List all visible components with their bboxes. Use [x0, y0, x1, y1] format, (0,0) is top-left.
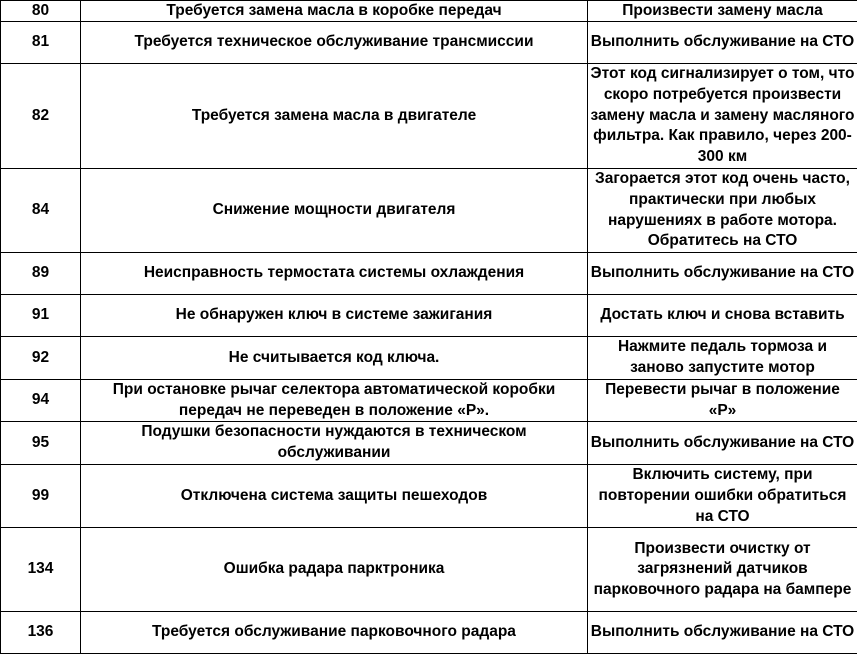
error-code: 94	[1, 379, 81, 422]
error-description: Требуется техническое обслуживание трансмиссии	[81, 22, 588, 64]
table-row	[1, 337, 857, 380]
error-code: 82	[1, 64, 81, 169]
table-row	[1, 1, 857, 22]
error-description: Отключена система защиты пешеходов	[81, 464, 588, 527]
table-row	[1, 295, 857, 337]
error-code: 80	[1, 1, 81, 22]
table-row	[1, 422, 857, 465]
error-description: Требуется замена масла в двигателе	[81, 64, 588, 169]
table-row	[1, 64, 857, 169]
error-description: Подушки безопасности нуждаются в техническом обслуживании	[81, 422, 588, 465]
recommended-action: Выполнить обслуживание на СТО	[588, 422, 857, 465]
error-description: При остановке рычаг селектора автоматической коробки передач не переведен в положение «Р».	[81, 379, 588, 422]
table-row	[1, 528, 857, 612]
table-row	[1, 464, 857, 527]
table-row	[1, 253, 857, 295]
error-code: 81	[1, 22, 81, 64]
recommended-action: Выполнить обслуживание на СТО	[588, 612, 857, 654]
error-description: Неисправность термостата системы охлаждения	[81, 253, 588, 295]
recommended-action: Загорается этот код очень часто, практически при любых нарушениях в работе мотора. Обратитесь на СТО	[588, 169, 857, 253]
error-code: 91	[1, 295, 81, 337]
error-description: Требуется замена масла в коробке передач	[81, 1, 588, 22]
recommended-action: Нажмите педаль тормоза и заново запустите мотор	[588, 337, 857, 380]
table-row	[1, 22, 857, 64]
recommended-action: Произвести очистку от загрязнений датчиков парковочного радара на бампере	[588, 528, 857, 612]
recommended-action: Этот код сигнализирует о том, что скоро потребуется произвести замену масла и замену масляного фильтра. Как правило, через 200-300 км	[588, 64, 857, 169]
error-description: Не обнаружен ключ в системе зажигания	[81, 295, 588, 337]
error-description: Снижение мощности двигателя	[81, 169, 588, 253]
recommended-action: Достать ключ и снова вставить	[588, 295, 857, 337]
table-row	[1, 169, 857, 253]
error-code: 89	[1, 253, 81, 295]
recommended-action: Выполнить обслуживание на СТО	[588, 253, 857, 295]
recommended-action: Включить систему, при повторении ошибки обратиться на СТО	[588, 464, 857, 527]
recommended-action: Перевести рычаг в положение «Р»	[588, 379, 857, 422]
recommended-action: Произвести замену масла	[588, 1, 857, 22]
table-row	[1, 379, 857, 422]
error-code: 136	[1, 612, 81, 654]
error-code: 95	[1, 422, 81, 465]
error-description: Не считывается код ключа.	[81, 337, 588, 380]
error-code: 92	[1, 337, 81, 380]
error-description: Ошибка радара парктроника	[81, 528, 588, 612]
table-row	[1, 612, 857, 654]
error-description: Требуется обслуживание парковочного радара	[81, 612, 588, 654]
error-code: 84	[1, 169, 81, 253]
error-code: 134	[1, 528, 81, 612]
error-code: 99	[1, 464, 81, 527]
recommended-action: Выполнить обслуживание на СТО	[588, 22, 857, 64]
